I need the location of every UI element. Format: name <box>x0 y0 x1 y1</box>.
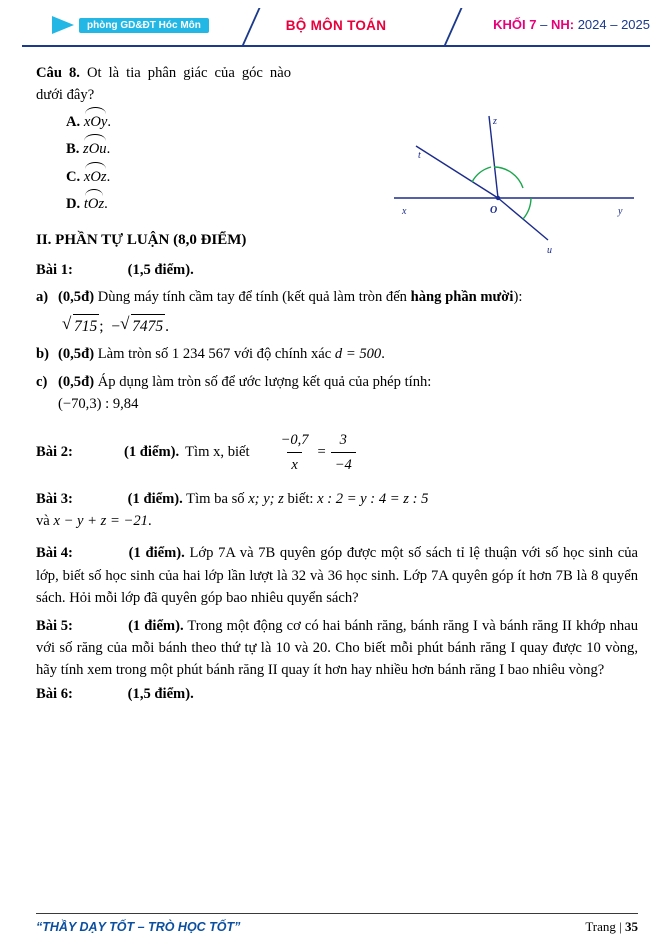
bai-1-b-letter: b) <box>36 346 49 363</box>
bai-4-label: Bài 4: <box>36 545 73 562</box>
sqrt-715-radicand: 715 <box>73 314 99 339</box>
question-8 <box>36 62 638 106</box>
page-header <box>22 8 650 54</box>
choice-c-angle: xOz <box>84 163 107 190</box>
sqrt-7475-radicand: 7475 <box>131 314 165 339</box>
geometry-figure <box>390 108 640 258</box>
bai-1-b-math: d = 500 <box>334 346 382 363</box>
bai-3-text2: biết: <box>283 490 318 507</box>
footer-page <box>585 919 638 935</box>
figure-label-t: t <box>418 150 421 161</box>
bai-3-math2: x − y + z = −21 <box>53 513 148 530</box>
footer-page-label: Trang | <box>585 919 622 934</box>
bai-1-c-points: (0,5đ) <box>58 373 95 390</box>
bai-3-points: (1 điểm). <box>127 490 183 507</box>
bai-1-a-text-after: ): <box>513 288 523 305</box>
bai-1-heading <box>36 259 638 281</box>
bai-1-b-points: (0,5đ) <box>58 346 95 363</box>
choice-a-letter: A. <box>66 114 81 131</box>
bai-5-points: (1 điểm). <box>128 617 184 634</box>
choice-d-angle: tOz <box>84 190 104 217</box>
bai-2-points: (1 điểm). <box>124 444 180 461</box>
bai-3-line2-end: . <box>147 513 152 530</box>
bai-5-text: Trong một động cơ có hai bánh răng, bánh răng I và bánh răng II khớp nhau với số răng của mỗi bánh theo thứ tự là 10 và 20. Cho biết mỗi phút bánh răng I quay được 10 vòng, hãy tính xem trong một phút bánh răng II quay ít hơn hay nhiều hơn bánh răng I bao nhiêu vòng? <box>36 617 638 679</box>
choice-c-letter: C. <box>66 168 81 185</box>
bai-5 <box>36 615 638 682</box>
figure-label-u: u <box>547 245 552 256</box>
header-rule <box>22 45 650 47</box>
expr2-minus: − <box>111 317 121 335</box>
bai-3-text: Tìm ba số <box>186 490 249 507</box>
header-separator: – <box>540 17 548 32</box>
choice-b-tail: . <box>106 141 111 158</box>
bai-3-math1: x : 2 = y : 4 = z : 5 <box>317 490 429 507</box>
bai-4-text: Lớp 7A và 7B quyên góp được một số sách tỉ lệ thuận với số học sinh của lớp, biết số học sinh của hai lớp lần lượt là 32 và 36 học sinh. Lớp 7A quyên góp ít hơn 7B là 8 quyển sách. Hỏi mỗi lớp đã quyên góp bao nhiêu quyển sách? <box>36 545 638 606</box>
bai-2-frac-right-num: 3 <box>339 431 347 448</box>
bai-1-a-text: Dùng máy tính cầm tay để tính (kết quả làm tròn đến <box>97 288 411 305</box>
bai-1-a-points: (0,5đ) <box>58 288 95 305</box>
bai-1-label: Bài 1: <box>36 261 73 278</box>
page-footer <box>36 913 638 935</box>
bai-6-points: (1,5 điểm). <box>127 686 194 703</box>
header-khoi-label: KHỐI 7 <box>493 17 537 32</box>
bai-3-line2-prefix: và <box>36 513 54 530</box>
expr-separator: ; <box>99 317 104 335</box>
bai-1-a-expression <box>62 314 638 339</box>
bai-1-b-end: . <box>381 346 385 363</box>
figure-label-x: x <box>402 206 407 217</box>
bai-1-c-text: Áp dụng làm tròn số để ước lượng kết quả của phép tính: <box>97 373 432 390</box>
bai-1-c-math: (−70,3) : 9,84 <box>58 395 139 412</box>
bai-2-label: Bài 2: <box>36 444 73 461</box>
bai-3-line2 <box>36 510 638 532</box>
bai-1-c-letter: c) <box>36 373 48 390</box>
bai-5-label: Bài 5: <box>36 617 73 634</box>
figure-label-y: y <box>618 206 623 217</box>
geometry-figure-svg <box>390 108 640 258</box>
bai-1-a-bold: hàng phần mười <box>410 288 514 305</box>
choice-b-letter: B. <box>66 141 80 158</box>
figure-label-O: O <box>490 205 498 216</box>
bai-2 <box>36 429 638 476</box>
figure-label-z: z <box>493 116 497 127</box>
expr-end: . <box>165 317 169 335</box>
bai-2-fraction-left <box>277 429 313 476</box>
bai-3-label: Bài 3: <box>36 490 73 507</box>
bai-2-frac-left-num: −0,7 <box>280 431 309 448</box>
bai-1-b-text: Làm tròn số 1 234 567 với độ chính xác <box>97 346 335 363</box>
choice-d-letter: D. <box>66 195 81 212</box>
question-8-label: Câu 8. <box>36 65 80 81</box>
bai-2-equation <box>272 429 361 476</box>
bai-2-fraction-right <box>331 429 356 476</box>
bai-3 <box>36 488 638 532</box>
footer-slogan: “THẦY DẠY TỐT – TRÒ HỌC TỐT” <box>36 920 241 934</box>
bai-1-b <box>36 343 638 365</box>
footer-rule <box>36 913 638 914</box>
bai-6-label: Bài 6: <box>36 686 73 703</box>
bai-2-frac-left-den: x <box>287 452 301 476</box>
choice-b-angle: zOu <box>83 135 107 162</box>
bai-1-a <box>36 286 638 308</box>
bai-1-points: (1,5 điểm). <box>127 261 194 278</box>
bai-4 <box>36 542 638 609</box>
header-nh-label: NH: <box>550 17 575 32</box>
bai-4-points: (1 điểm). <box>128 545 185 562</box>
choice-a-angle: xOy <box>84 108 108 135</box>
bai-2-equals: = <box>317 444 326 461</box>
page-body <box>36 62 638 706</box>
choice-a-tail: . <box>107 114 112 131</box>
question-8-text: Ot là tia phân giác của góc nào dưới đây? <box>36 65 292 104</box>
bai-1-a-letter: a) <box>36 288 49 305</box>
section-2-title: II. PHẦN TỰ LUẬN (8,0 ĐIỂM) <box>36 231 247 248</box>
sqrt-715: √ 715 <box>62 314 99 339</box>
header-nh-value: 2024 – 2025 <box>577 17 650 32</box>
bai-2-text: Tìm x, biết <box>185 444 250 461</box>
header-grade-year <box>493 17 650 32</box>
sqrt-7475: √ 7475 <box>120 314 165 339</box>
bai-2-frac-right-den: −4 <box>331 452 356 476</box>
bai-3-vars: x; y; z <box>248 490 284 507</box>
choice-d-tail: . <box>104 195 108 212</box>
bai-1-c <box>36 371 638 415</box>
footer-page-number: 35 <box>625 919 638 934</box>
header-subject-title: BỘ MÔN TOÁN <box>285 18 387 33</box>
school-badge-label: phòng GD&ĐT Hóc Môn <box>79 18 209 33</box>
choice-c-tail: . <box>106 168 111 185</box>
bai-6 <box>36 683 638 705</box>
